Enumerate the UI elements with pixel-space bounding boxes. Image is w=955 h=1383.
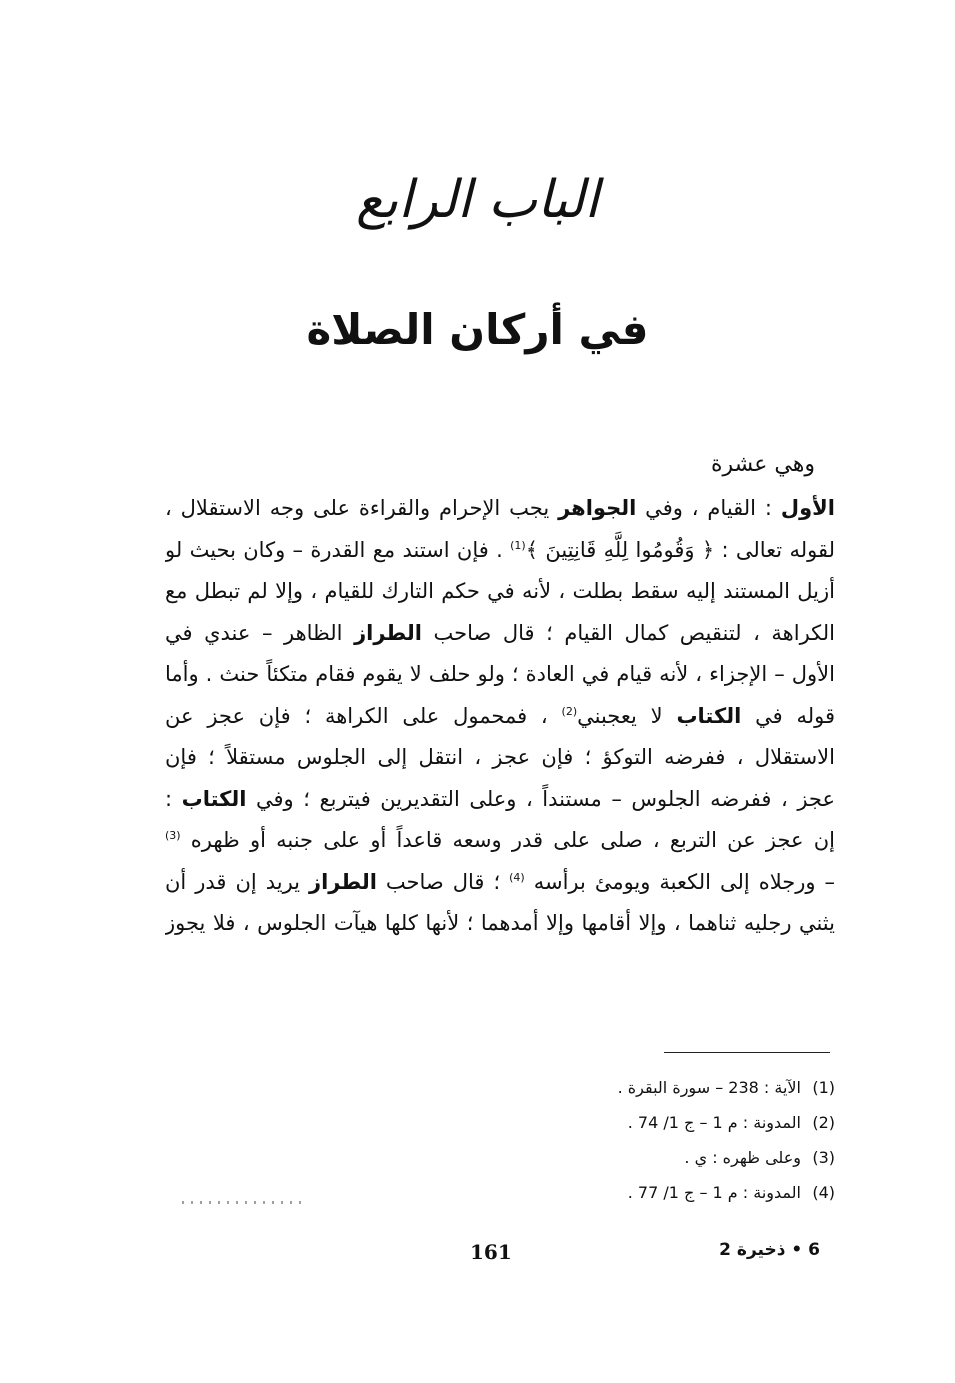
footnote [618, 1175, 835, 1210]
text-run: ؛ قال صاحب [376, 869, 510, 894]
footnote-number: (4) [812, 1183, 835, 1202]
text-line [165, 862, 835, 904]
footnote-ref: (2) [561, 704, 578, 718]
bold-term: الطراز [354, 620, 422, 645]
footnote [618, 1140, 835, 1175]
text-run: قوله في [741, 703, 835, 728]
page-number: 161 [470, 1240, 512, 1264]
text-run: – ورجلاه إلى الكعبة ويومئ برأسه [524, 869, 835, 894]
text-line [165, 903, 835, 945]
footnote-ref: (3) [165, 829, 181, 842]
text-line [165, 571, 835, 613]
footnote-number: (3) [812, 1148, 835, 1167]
footnote-divider [664, 1052, 830, 1053]
text-run: أزيل المستند إليه سقط بطلت ، لأنه في حكم التارك للقيام ، وإلا لم تبطل مع [165, 579, 835, 603]
text-line [165, 530, 835, 572]
footnote [618, 1105, 835, 1140]
intro-text: وهي عشرة [711, 452, 815, 477]
text-run: : [165, 786, 182, 811]
text-run: يريد إن قدر أن [165, 869, 310, 894]
text-line [165, 820, 835, 862]
text-run: . فإن استند مع القدرة – وكان بحيث لو [165, 537, 511, 562]
text-run: الكراهة ، لتنقيص كمال القيام ؛ قال صاحب [421, 620, 835, 645]
body-text [165, 488, 835, 945]
text-run: الأول – الإجزاء ، لأنه قيام في العادة ؛ ولو حلف لا يقوم فقام متكئاً حنث . وأما [165, 662, 835, 686]
bold-term: الكتاب [676, 703, 742, 728]
footnotes [618, 1070, 835, 1210]
bold-term: الطراز [309, 869, 377, 894]
footnote-number: (1) [812, 1078, 835, 1097]
footnote-text: وعلى ظهره : ي . [684, 1148, 801, 1167]
text-run: يثني رجليه ثناهما ، وإلا أقامها وإلا أمدهما ؛ لأنها كلها هيآت الجلوس ، فلا يجوز [165, 911, 835, 935]
text-run: الظاهر – عندي في [165, 620, 355, 645]
footnote-text: المدونة : م 1 – ج 1/ 77 . [627, 1183, 801, 1202]
text-run: عجز ، ففرضه الجلوس – مستنداً ، وعلى التقديرين فيتربع ؛ وفي [246, 786, 835, 811]
text-line [165, 613, 835, 655]
bold-term: الكتاب [181, 786, 247, 811]
text-line [165, 654, 835, 696]
footnote-ref: (1) [510, 538, 526, 552]
signature-mark: 6 • ذخيرة 2 [719, 1240, 820, 1260]
text-run: لقوله تعالى : ﴿ وَقُومُوا لِلَّهِ قَانِتِينَ ﴾ [525, 537, 835, 562]
text-run: يجب الإحرام والقراءة على وجه الاستقلال ، [165, 496, 559, 520]
footnote-ref: (4) [509, 870, 525, 884]
text-run: لا يعجبني [577, 703, 677, 728]
footnote [618, 1070, 835, 1105]
footnote-number: (2) [812, 1113, 835, 1132]
text-run: الاستقلال ، ففرضه التوكؤ ؛ فإن عجز ، انتقل إلى الجلوس مستقلاً ؛ فإن [165, 745, 835, 769]
footnote-text: المدونة : م 1 – ج 1/ 74 . [627, 1113, 801, 1132]
text-run: إن عجز عن التربع ، صلى على قدر وسعه قاعداً أو على جنبه أو ظهره [180, 828, 835, 852]
section-title: في أركان الصلاة [306, 305, 649, 354]
text-line [165, 737, 835, 779]
text-line [165, 488, 835, 530]
bold-term: الأول [780, 496, 835, 520]
scan-speck [182, 1201, 304, 1204]
text-line [165, 779, 835, 821]
text-run: : القيام ، وفي [636, 496, 781, 520]
footnote-text: الآية : 238 – سورة البقرة . [617, 1078, 801, 1097]
chapter-title: الباب الرابع [356, 170, 599, 230]
text-run: ، فمحمول على الكراهة ؛ فإن عجز عن [165, 703, 562, 728]
bold-term: الجواهر [558, 496, 637, 520]
text-line [165, 696, 835, 738]
